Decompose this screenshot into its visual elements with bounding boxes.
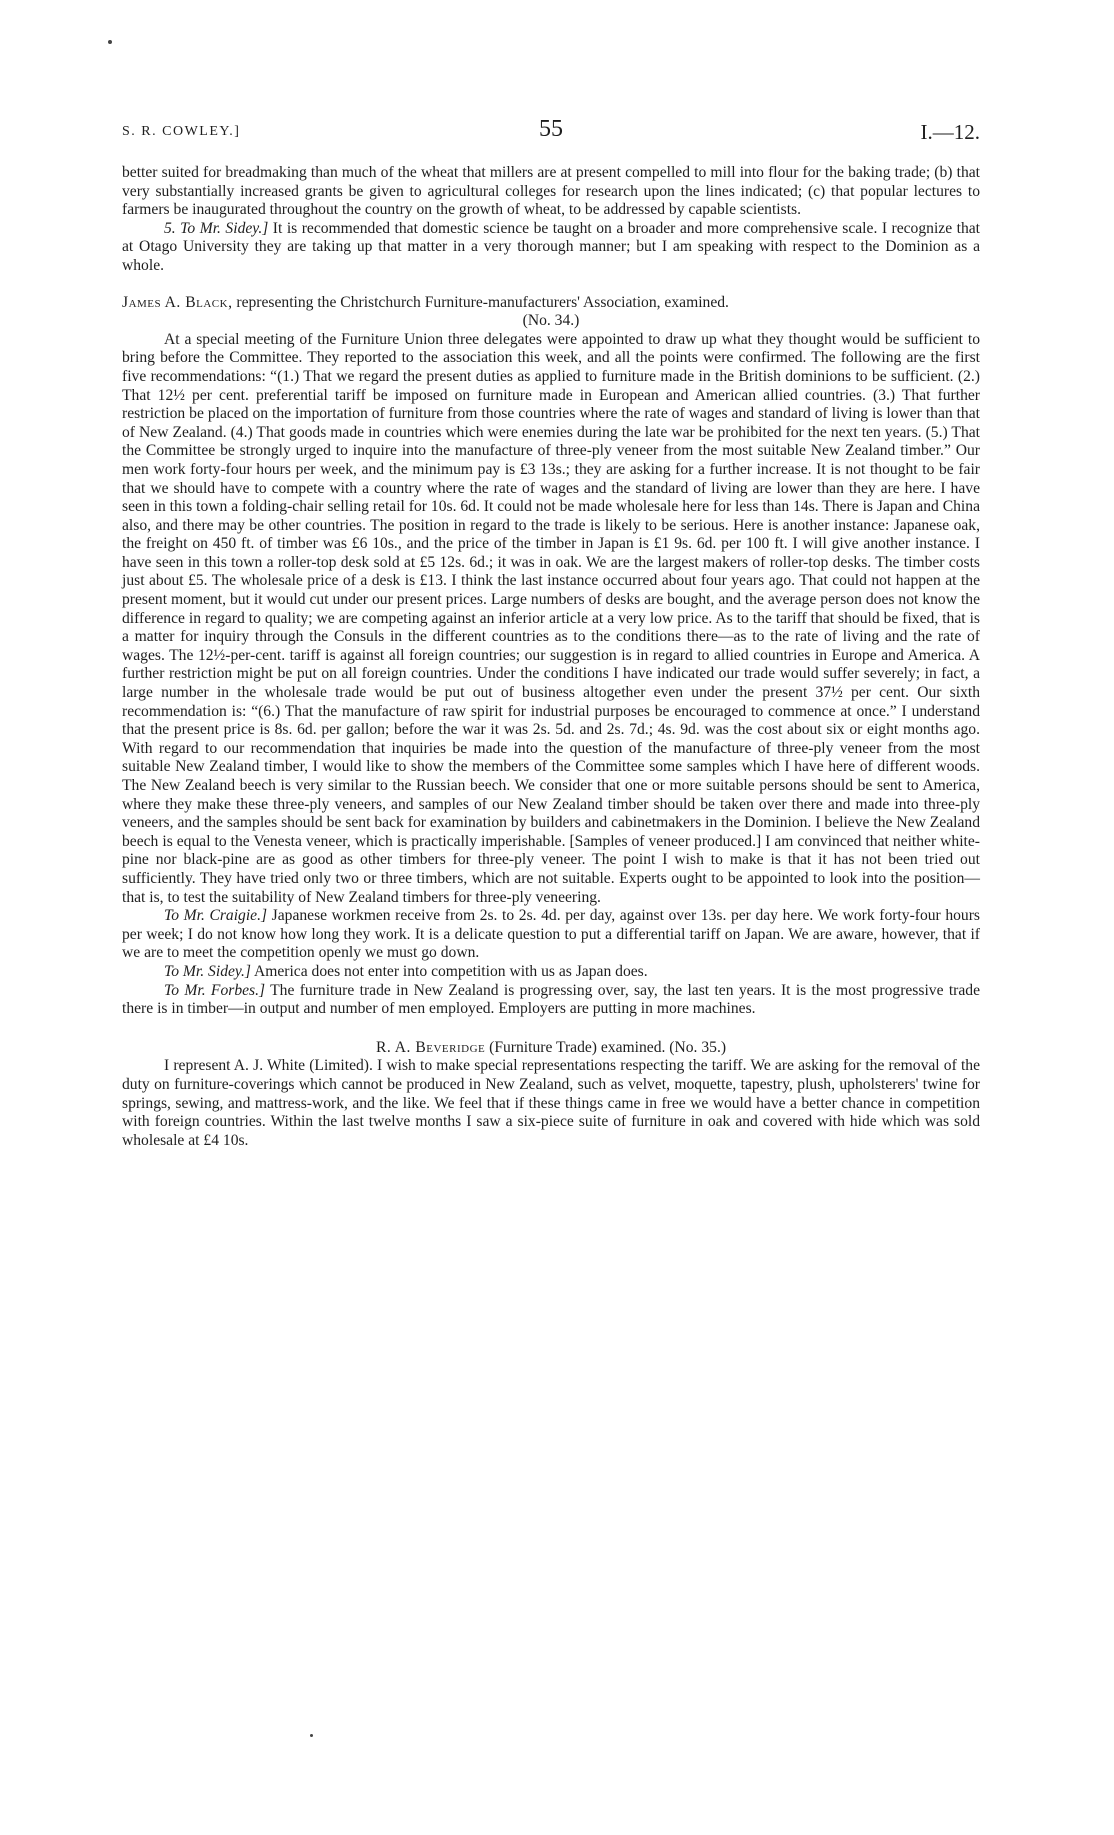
witness-number: (No. 34.) <box>522 312 580 330</box>
witness-name: R. A. Beveridge <box>375 1038 486 1056</box>
paragraph-forbes <box>122 982 980 1019</box>
paragraph-craigie <box>122 907 980 963</box>
paragraph-text: America does not enter into competition with us as Japan does. <box>250 962 648 980</box>
paragraph-sidey <box>122 220 980 276</box>
paragraph-sidey-2 <box>122 963 980 982</box>
paragraph-text: The furniture trade in New Zealand is progressing over, say, the last ten years. It is the most progressive trade there is in timber—in output and number of men employed. Employers are putting in more machines. <box>122 981 980 1018</box>
document-body <box>122 164 980 1150</box>
speaker-label: To Mr. Forbes.] <box>164 981 266 999</box>
witness-description: representing the Christchurch Furniture-manufacturers' Association, examined. <box>232 293 729 311</box>
speck-mark <box>108 40 112 44</box>
header-left: S. R. COWLEY.] <box>122 124 241 139</box>
testimony-paragraph: I represent A. J. White (Limited). I wish to make special representations respecting the tariff. We are asking for the removal of the duty on furniture-coverings which cannot be produced in New Zealand, such as velvet, moquette, tapestry, plush, upholsterers' twine for springs, sewing, and mattress-work, and the like. We feel that if these things came in free we would have a better chance in competition with foreign countries. Within the last twelve months I saw a six-piece suite of furniture in oak and covered with hide which was sold wholesale at £4 10s. <box>122 1057 980 1149</box>
header-right: I.—12. <box>920 120 980 144</box>
paragraph-continued: better suited for breadmaking than much of the wheat that millers are at present compelled to mill into flour for the baking trade; (b) that very substantially increased grants be given to agricultural colleges for research upon the lines indicated; (c) that popular lectures to farmers be inaugurated throughout the country on the growth of wheat, to be addressed by capable scientists. <box>122 164 980 219</box>
witness-heading-35 <box>122 1039 980 1058</box>
speck-mark <box>310 1734 313 1737</box>
witness-heading-34 <box>122 294 980 331</box>
witness-name: James A. Black, <box>122 293 233 311</box>
speaker-label: 5. To Mr. Sidey.] <box>164 219 269 237</box>
page-header <box>122 116 980 142</box>
speaker-label: To Mr. Craigie.] <box>164 907 268 925</box>
paragraph-text: It is recommended that domestic science be taught on a broader and more comprehensive scale. I recognize that at Otago University they are taking up that matter in a very thorough manner; but I am speaking with respect to the Dominion as a whole. <box>122 219 980 274</box>
testimony-paragraph: At a special meeting of the Furniture Union three delegates were appointed to draw up what they thought would be sufficient to bring before the Committee. They reported to the association this week, and all the points were confirmed. The following are the first five recommendations: “(1.) That we regard the present duties as applied to furniture made in the British dominions to be sufficient. (2.) That 12½ per cent. preferential tariff be imposed on furniture made in European and American allied countries. (3.) That further restriction be placed on the importation of furniture from those countries where the rate of wages and standard of living is lower than that of New Zealand. (4.) That goods made in countries which were enemies during the late war be prohibited for the next ten years. (5.) That the Committee be strongly urged to inquire into the manufacture of three-ply veneer from the most suitable New Zealand timber.” Our men work forty-four hours per week, and the minimum pay is £3 13s.; they are asking for a further increase. It is not thought to be fair that we should have to compete with a country where the rate of wages and the standard of living are lower than they are here. I have seen in this town a folding-chair selling retail for 10s. 6d. It could not be made wholesale here for less than 14s. There is Japan and China also, and there may be other countries. The position in regard to the trade is likely to be serious. Here is another instance: Japanese oak, the freight on 450 ft. of timber was £6 10s., and the price of the timber in Japan is £1 9s. 6d. per 100 ft. I will give another instance. I have seen in this town a roller-top desk sold at £5 12s. 6d.; it was in oak. We are the largest makers of roller-top desks. The timber costs just about £5. The wholesale price of a desk is £13. I think the last instance occurred about four years ago. That could not happen at the present moment, but it would cut under our present prices. Large numbers of desks are bought, and the average person does not know the difference in regard to quality; we are competing against an inferior article at a very low price. As to the tariff that should be fixed, that is a matter for inquiry through the Consuls in the different countries as to the conditions there—as to the rate of living and the rate of wages. The 12½-per-cent. tariff is against all foreign countries; our suggestion is in regard to allied countries in Europe and America. A further restriction might be put on all foreign countries. Under the conditions I have indicated our trade would suffer severely; in fact, a large number in the wholesale trade would be put out of business altogether even under the present 37½ per cent. Our sixth recommendation is: “(6.) That the manufacture of raw spirit for industrial purposes be encouraged to commence at once.” I understand that the present price is 8s. 6d. per gallon; before the war it was 2s. 5d. and 2s. 7d.; 4s. 9d. was the cost about six or eight months ago. With regard to our recommendation that inquiries be made into the question of the manufacture of three-ply veneer from the most suitable New Zealand timber, I would like to show the members of the Committee some samples which I have here of different woods. The New Zealand beech is very similar to the Russian beech. We consider that one or more suitable persons should be sent to America, where they make these three-ply veneers, and samples of our New Zealand timber should be taken over there and made into three-ply veneers, and the samples should be sent back for examination by builders and cabinetmakers in the Dominion. I believe the New Zealand beech is equal to the Venesta veneer, which is practically imperishable. [Samples of veneer produced.] I am convinced that neither white-pine nor black-pine are as good as other timbers for three-ply veneer. The point I wish to make is that it has not been tried out sufficiently. They have tried only two or three timbers, which are not suitable. Experts ought to be appointed to look into the position—that is, to test the suitability of New Zealand timbers for three-ply veneering. <box>122 330 980 906</box>
paragraph-text: Japanese workmen receive from 2s. to 2s. 4d. per day, against over 13s. per day here. We work forty-four hours per week; I do not know how long they work. It is a delicate question to put a differential tariff on Japan. We are aware, however, that if we are to meet the competition openly we must go down. <box>122 907 980 962</box>
speaker-label: To Mr. Sidey.] <box>164 962 251 980</box>
witness-description: (Furniture Trade) examined. (No. 35.) <box>485 1038 727 1056</box>
page-number: 55 <box>539 116 563 142</box>
